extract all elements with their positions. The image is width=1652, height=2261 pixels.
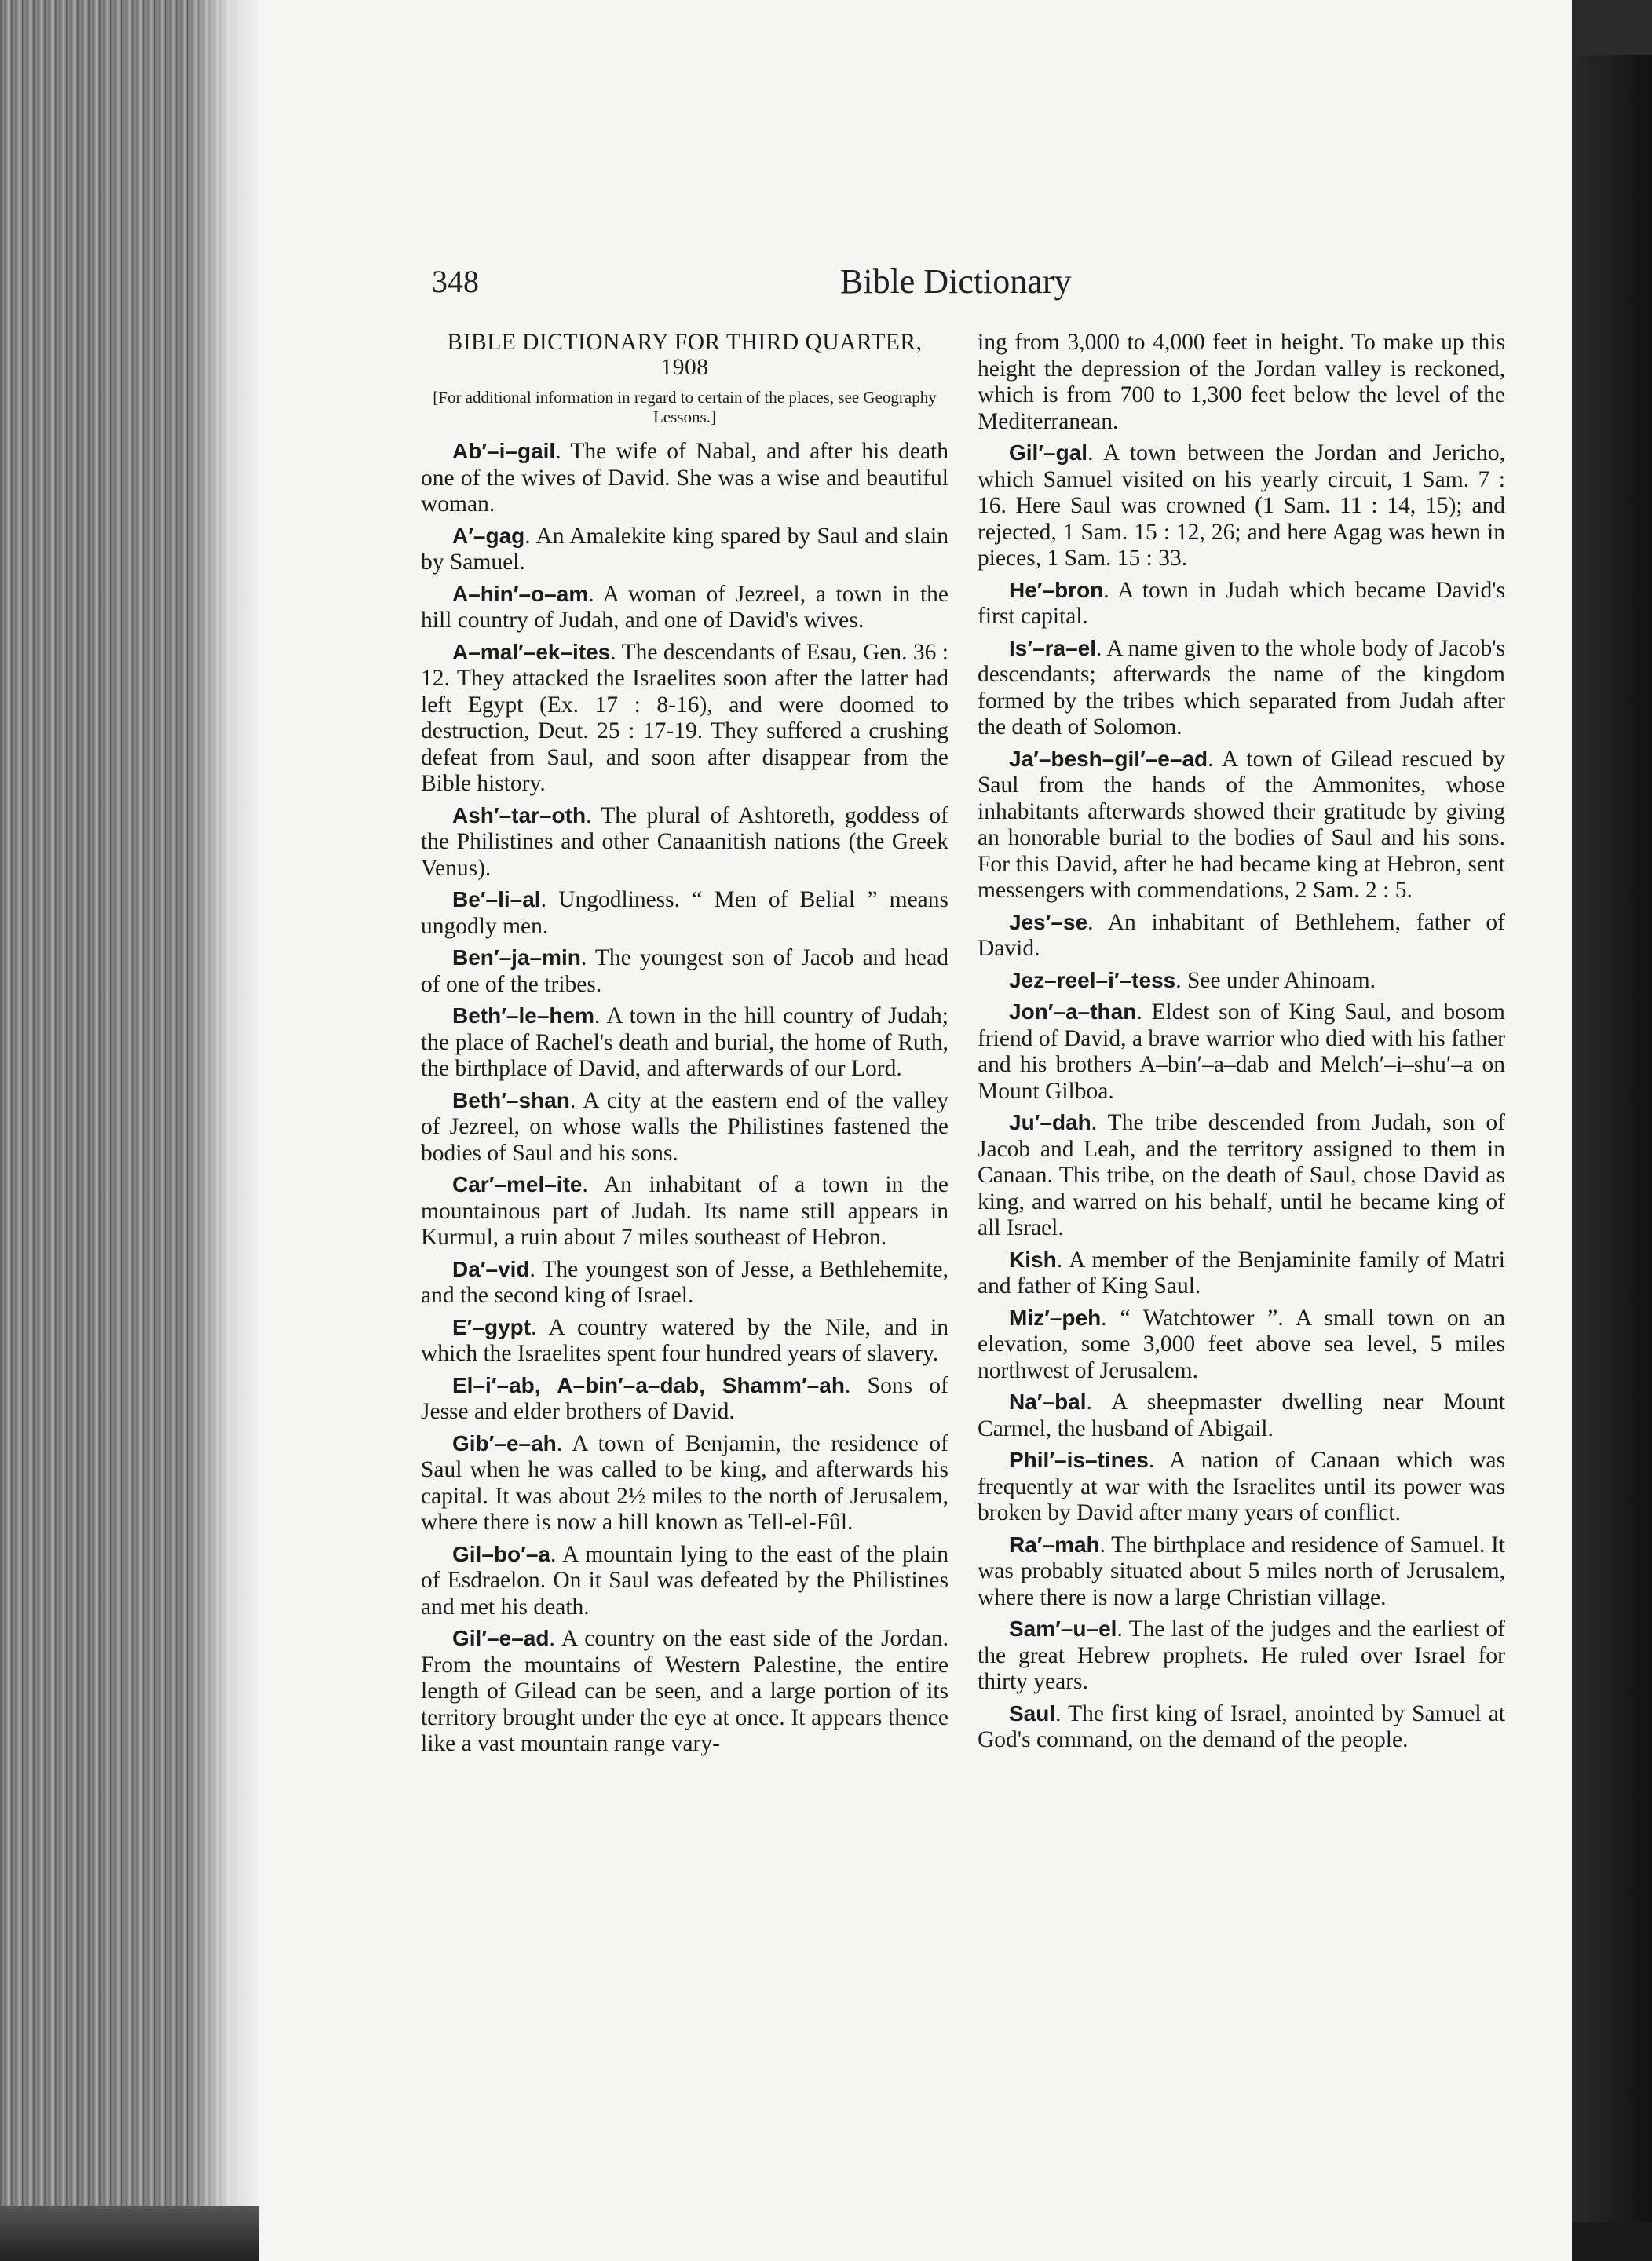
entry-term: Gil–bo′–a bbox=[452, 1541, 550, 1566]
book-page-edges bbox=[0, 0, 259, 2261]
entry-term: Jes′–se bbox=[1009, 909, 1088, 934]
dictionary-entry bbox=[978, 1447, 1505, 1527]
dictionary-entry bbox=[978, 1109, 1505, 1242]
entry-term: Is′–ra–el bbox=[1009, 635, 1097, 660]
entry-term: Gil′–gal bbox=[1009, 440, 1088, 465]
entry-text: . An inhabitant of Bethlehem, father of David. bbox=[978, 909, 1505, 961]
entry-term: Beth′–le–hem bbox=[452, 1003, 595, 1028]
entry-term: Beth′–shan bbox=[452, 1087, 570, 1112]
dictionary-entry bbox=[978, 999, 1505, 1105]
entry-term: Be′–li–al bbox=[452, 887, 541, 911]
dictionary-entry bbox=[421, 1314, 948, 1368]
entry-term: E′–gypt bbox=[452, 1314, 532, 1339]
entry-term: He′–bron bbox=[1009, 577, 1104, 602]
entry-text: . A mountain lying to the east of the plain of Esdraelon. On it Saul was defeated by the Philistines and met his death. bbox=[421, 1541, 948, 1620]
entry-text: . Eldest son of King Saul, and bosom friend of David, a brave warrior who died with his father and his brothers A–bin′–a–dab and Melch′–i–shu′–a on Mount Gilboa. bbox=[978, 999, 1505, 1104]
entry-text: . A country watered by the Nile, and in which the Israelites spent four hundred years of slavery. bbox=[421, 1314, 948, 1366]
entry-term: Car′–mel–ite bbox=[452, 1172, 583, 1196]
entry-term: Miz′–peh bbox=[1009, 1305, 1102, 1330]
entry-term: A′–gag bbox=[452, 523, 525, 548]
entry-text: . A woman of Jezreel, a town in the hill country of Judah, and one of David's wives. bbox=[421, 581, 948, 633]
entry-text: . The wife of Nabal, and after his death one of the wives of David. She was a wise and beautiful woman. bbox=[421, 439, 948, 517]
dictionary-entry bbox=[421, 886, 948, 940]
dictionary-entry bbox=[978, 1247, 1505, 1300]
entry-text: . A town of Gilead rescued by Saul from the hands of the Ammonites, whose inhabitants afterwards showed their gratitude by giving an honorable burial to the bodies of Saul and his sons. For this David, after he had became king at Hebron, sent messengers with commendations, 2 Sam. 2 : 5. bbox=[978, 746, 1505, 903]
dictionary-entry bbox=[421, 438, 948, 518]
dictionary-entry bbox=[978, 635, 1505, 741]
section-title: BIBLE DICTIONARY FOR THIRD QUARTER, 1908 bbox=[447, 330, 923, 380]
entry-text: . A town in the hill country of Judah; the place of Rachel's death and burial, the home of Ruth, the birthplace of David, and afterwards of our Lord. bbox=[421, 1003, 948, 1081]
entry-term: Ash′–tar–oth bbox=[452, 802, 587, 827]
entry-text: . A sheepmaster dwelling near Mount Carmel, the husband of Abigail. bbox=[978, 1390, 1505, 1441]
entry-text: . Ungodliness. “ Men of Belial ” means ungodly men. bbox=[421, 887, 948, 939]
entry-term: Ben′–ja–min bbox=[452, 945, 581, 970]
entry-text: . A member of the Benjaminite family of Matri and father of King Saul. bbox=[978, 1247, 1505, 1299]
entry-text: . A town between the Jordan and Jericho, which Samuel visited on his yearly circuit, 1 Sam. 7 : 16. Here Saul was crowned (1 Sam. 11 : 14, 15); and rejected, 1 Sam. 15 : 12, 26; and here Agag was hewn in pieces, 1 Sam. 15 : 33. bbox=[978, 440, 1505, 571]
entry-term: Da′–vid bbox=[452, 1256, 530, 1281]
entry-term: A–mal′–ek–ites bbox=[452, 639, 611, 664]
entry-term: Jon′–a–than bbox=[1009, 999, 1137, 1024]
entry-term: Na′–bal bbox=[1009, 1390, 1087, 1414]
dictionary-entry bbox=[421, 1087, 948, 1167]
dictionary-entry bbox=[978, 746, 1505, 904]
entry-term: Ra′–mah bbox=[1009, 1532, 1100, 1557]
entry-text: . “ Watchtower ”. A small town on an elevation, some 3,000 feet above sea level, 5 miles northwest of Jerusalem. bbox=[978, 1305, 1505, 1383]
entry-text: . A country on the east side of the Jordan. From the mountains of Western Palestine, the entire length of Gilead can be seen, and a large portion of its territory brought under the eye at once. It appears thence like a vast mountain range vary- bbox=[421, 1626, 948, 1756]
entry-term: Ja′–besh–gil′–e–ad bbox=[1009, 746, 1208, 771]
entry-text: . An Amalekite king spared by Saul and slain by Samuel. bbox=[421, 523, 948, 575]
section-note: [For additional information in regard to certain of the places, see Geography Lessons.] bbox=[433, 388, 937, 426]
dictionary-entry bbox=[421, 1541, 948, 1621]
dictionary-entry bbox=[978, 967, 1505, 995]
dictionary-entry bbox=[421, 523, 948, 576]
dictionary-entry bbox=[978, 577, 1505, 630]
entry-text: . A city at the eastern end of the valley of Jezreel, on whose walls the Philistines fastened the bodies of Saul and his sons. bbox=[421, 1087, 948, 1166]
dictionary-entry bbox=[978, 1616, 1505, 1696]
book-bottom-edge bbox=[0, 2206, 259, 2261]
dictionary-entry bbox=[421, 802, 948, 882]
entry-text: . The descendants of Esau, Gen. 36 : 12. They attacked the Israelites soon after the latter had left Egypt (Ex. 17 : 8-16), and were doomed to destruction, Deut. 25 : 17-19. They suffered a crushing defeat from Saul, and soon after disappear from the Bible history. bbox=[421, 639, 948, 796]
entry-text: . A town in Judah which became David's first capital. bbox=[978, 577, 1505, 629]
entry-term: Gil′–e–ad bbox=[452, 1626, 550, 1650]
running-head: Bible Dictionary bbox=[840, 262, 1072, 301]
entry-text: . The youngest son of Jacob and head of one of the tribes. bbox=[421, 945, 948, 997]
right-column bbox=[978, 330, 1505, 1759]
entry-text: . A name given to the whole body of Jacob's descendants; afterwards the name of the kingdom formed by the tribes which separated from Judah after the death of Solomon. bbox=[978, 635, 1505, 740]
entry-term: Kish bbox=[1009, 1247, 1057, 1272]
entry-term: Saul bbox=[1009, 1700, 1056, 1726]
dictionary-entry bbox=[978, 440, 1505, 572]
entry-term: Gib′–e–ah bbox=[452, 1430, 557, 1456]
dictionary-entry bbox=[978, 1700, 1505, 1754]
left-column bbox=[421, 330, 948, 1762]
dictionary-entry bbox=[421, 1372, 948, 1426]
entry-term: Sam′–u–el bbox=[1009, 1616, 1117, 1641]
dictionary-entry bbox=[421, 1430, 948, 1536]
page-number: 348 bbox=[432, 264, 479, 299]
dictionary-entry bbox=[421, 1003, 948, 1083]
entry-text: . The birthplace and residence of Samuel. It was probably situated about 5 miles north of Jerusalem, where there is now a large Christian village. bbox=[978, 1532, 1505, 1610]
entry-text: . The first king of Israel, anointed by Samuel at God's command, on the demand of the people. bbox=[978, 1700, 1505, 1752]
entry-continuation: ing from 3,000 to 4,000 feet in height. To make up this height the depression of the Jordan valley is reckoned, which is from 700 to 1,300 feet below the level of the Mediterranean. bbox=[978, 330, 1505, 434]
entry-term: Phil′–is–tines bbox=[1009, 1448, 1149, 1472]
dictionary-entry bbox=[421, 1171, 948, 1251]
entry-text: . Sons of Jesse and elder brothers of David. bbox=[421, 1372, 948, 1424]
entry-text: . The last of the judges and the earliest of the great Hebrew prophets. He ruled over Israel for thirty years. bbox=[978, 1616, 1505, 1694]
entry-text: . The tribe descended from Judah, son of Jacob and Leah, and the territory assigned to them in Canaan. This tribe, on the death of Saul, chose David as king, and warred on his behalf, until he became king of all Israel. bbox=[978, 1110, 1505, 1240]
dictionary-entry bbox=[978, 1532, 1505, 1612]
entry-term: El–i′–ab, A–bin′–a–dab, Shamm′–ah bbox=[452, 1372, 845, 1397]
entry-text: . See under Ahinoam. bbox=[1175, 967, 1376, 993]
dictionary-entry bbox=[421, 1256, 948, 1309]
entry-term: Ju′–dah bbox=[1009, 1110, 1091, 1134]
entry-text: . A town of Benjamin, the residence of Saul when he was called to be king, and afterwards his capital. It was about 2½ miles to the north of Jerusalem, where there is now a hill known as Tell-el-Fûl. bbox=[421, 1430, 948, 1535]
entry-term: Ab′–i–gail bbox=[452, 439, 556, 463]
dictionary-entry bbox=[421, 944, 948, 998]
dictionary-entry bbox=[421, 1625, 948, 1758]
entry-text: . The plural of Ashtoreth, goddess of the Philistines and other Canaanitish nations (the Greek Venus). bbox=[421, 802, 948, 881]
dictionary-entry bbox=[978, 1305, 1505, 1385]
entry-text: . An inhabitant of a town in the mountainous part of Judah. Its name still appears in Kurmul, a ruin about 7 miles southeast of Hebron. bbox=[421, 1172, 948, 1250]
dictionary-entry bbox=[421, 639, 948, 798]
entry-term: Jez–reel–i′–tess bbox=[1009, 967, 1176, 992]
book-spine-shadow bbox=[1572, 55, 1652, 2222]
entry-text: . A nation of Canaan which was frequently at war with the Israelites until its power was broken by David after many years of conflict. bbox=[978, 1448, 1505, 1525]
entry-text: . The youngest son of Jesse, a Bethlehemite, and the second king of Israel. bbox=[421, 1256, 948, 1308]
dictionary-entry bbox=[421, 581, 948, 634]
dictionary-entry bbox=[978, 909, 1505, 962]
dictionary-entry bbox=[978, 1389, 1505, 1442]
entry-term: A–hin′–o–am bbox=[452, 581, 589, 606]
